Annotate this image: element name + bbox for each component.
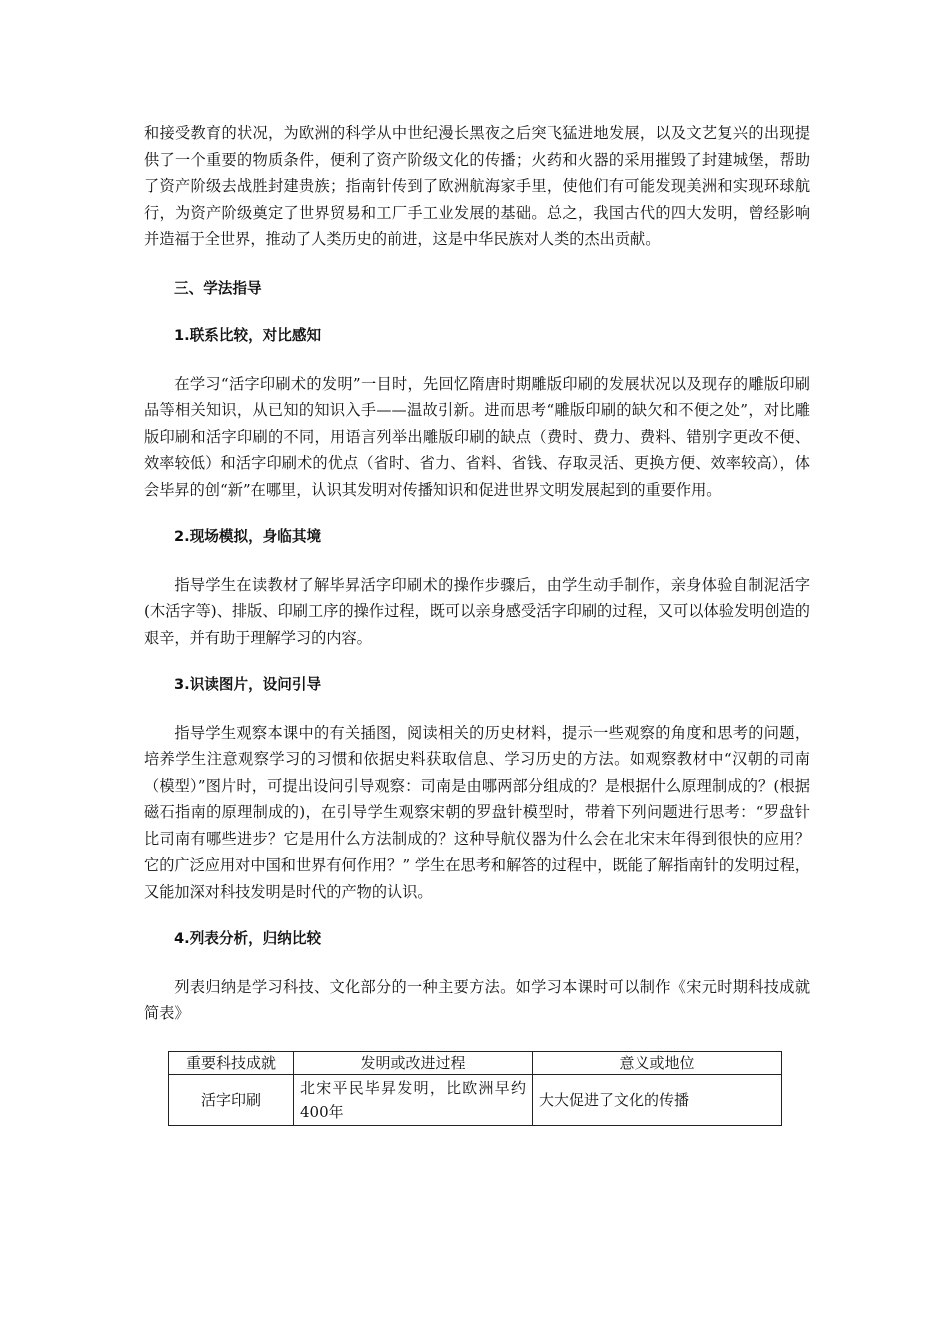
table-header-row — [169, 1051, 782, 1074]
table-header-cell: 发明或改进过程 — [294, 1051, 533, 1074]
achievement-table — [168, 1051, 782, 1126]
method-3-body: 指导学生观察本课中的有关插图，阅读相关的历史材料，提示一些观察的角度和思考的问题，培养学生注意观察学习的习惯和依据史料获取信息、学习历史的方法。如观察教材中“汉朝的司南（模型）”图片时，可提出设问引导观察：司南是由哪两部分组成的？是根据什么原理制成的？(根据磁石指南的原理制成的)，在引导学生观察宋朝的罗盘针模型时，带着下列问题进行思考：“罗盘针比司南有哪些进步？它是用什么方法制成的？这种导航仪器为什么会在北宋末年得到很快的应用？它的广泛应用对中国和世界有何作用？” 学生在思考和解答的过程中，既能了解指南针的发明过程，又能加深对科技发明是时代的产物的认识。 — [144, 723, 810, 901]
table-header-cell: 意义或地位 — [533, 1051, 782, 1074]
method-2-heading: 2.现场模拟，身临其境 — [174, 528, 322, 545]
document-page — [144, 120, 810, 1126]
method-2-body: 指导学生在读教材了解毕昇活字印刷术的操作步骤后，由学生动手制作，亲身体验自制泥活字(木活字等)、排版、印刷工序的操作过程，既可以亲身感受活字印刷的过程，又可以体验发明创造的艰辛，并有助于理解学习的内容。 — [144, 575, 810, 647]
method-3-heading: 3.识读图片，设问引导 — [174, 676, 322, 693]
section-title: 三、学法指导 — [174, 279, 262, 297]
intro-paragraph: 和接受教育的状况，为欧洲的科学从中世纪漫长黑夜之后突飞猛进地发展，以及文艺复兴的出现提供了一个重要的物质条件，便利了资产阶级文化的传播；火药和火器的采用摧毁了封建城堡，帮助了资产阶级去战胜封建贵族；指南针传到了欧洲航海家手里，使他们有可能发现美洲和实现环球航行，为资产阶级奠定了世界贸易和工厂手工业发展的基础。总之，我国古代的四大发明，曾经影响并造福于全世界，推动了人类历史的前进，这是中华民族对人类的杰出贡献。 — [144, 124, 810, 248]
table-cell: 活字印刷 — [169, 1074, 294, 1125]
method-4-heading: 4.列表分析，归纳比较 — [174, 930, 322, 947]
method-4-body: 列表归纳是学习科技、文化部分的一种主要方法。如学习本课时可以制作《宋元时期科技成就简表》 — [144, 977, 810, 1022]
table-cell: 北宋平民毕昇发明，比欧洲早约400年 — [294, 1074, 533, 1125]
method-1-heading: 1.联系比较，对比感知 — [174, 327, 322, 344]
table-header-cell: 重要科技成就 — [169, 1051, 294, 1074]
table-row — [169, 1074, 782, 1125]
table-cell: 大大促进了文化的传播 — [533, 1074, 782, 1125]
method-1-body: 在学习“活字印刷术的发明”一目时，先回忆隋唐时期雕版印刷的发展状况以及现存的雕版印刷品等相关知识，从已知的知识入手——温故引新。进而思考“雕版印刷的缺欠和不便之处”，对比雕版印刷和活字印刷的不同，用语言列举出雕版印刷的缺点（费时、费力、费料、错别字更改不便、效率较低）和活字印刷术的优点（省时、省力、省料、省钱、存取灵活、更换方便、效率较高），体会毕昇的创“新”在哪里，认识其发明对传播知识和促进世界文明发展起到的重要作用。 — [144, 374, 810, 499]
